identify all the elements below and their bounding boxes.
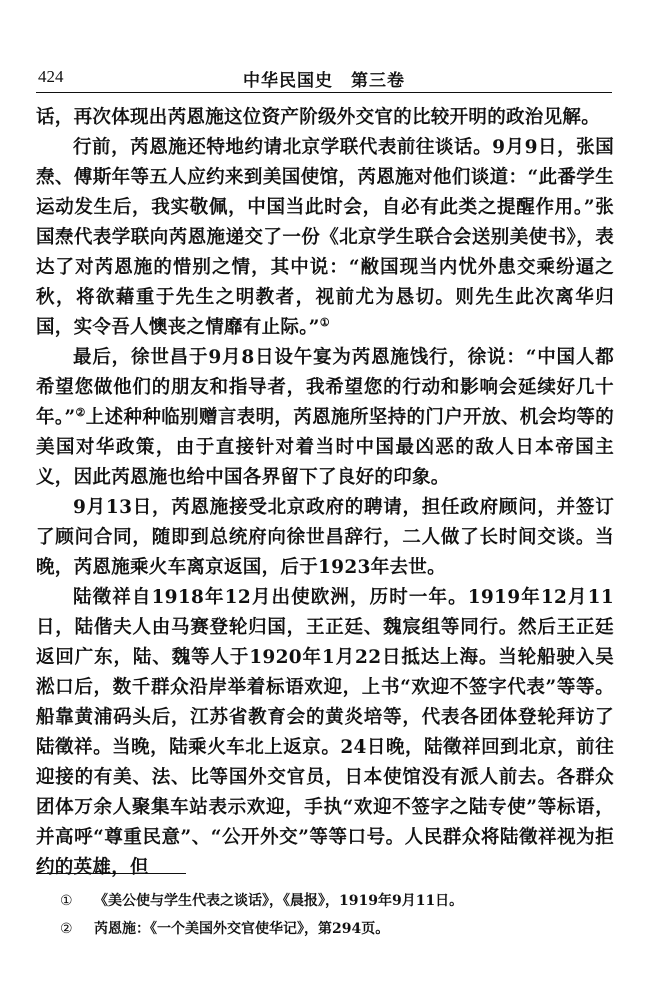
running-title: 中华民国史 第三卷 [243, 71, 405, 91]
paragraph-2 [36, 133, 614, 343]
paragraph-4-text: 9月13日，芮恩施接受北京政府的聘请，担任政府顾问，并签订了顾问合同，随即到总统府向徐世昌辞行，二人做了长时间交谈。当晚，芮恩施乘火车离京返国，后于1923年去世。 [36, 497, 614, 578]
footnote-2-text: 芮恩施：《一个美国外交官使华记》，第294页。 [94, 921, 390, 937]
paragraph-3 [36, 343, 614, 493]
paragraph-3-text: 最后，徐世昌于9月8日设午宴为芮恩施饯行，徐说：“中国人都希望您做他们的朋友和指导者，我希望您的行动和影响会延续好几十年。” [36, 347, 614, 428]
footnote-1-mark: ① [60, 893, 73, 909]
paragraph-1-text: 话，再次体现出芮恩施这位资产阶级外交官的比较开明的政治见解。 [36, 107, 601, 128]
footnote-ref-2: ② [75, 405, 86, 419]
footnote-2-mark: ② [60, 921, 73, 937]
footnote-ref-1: ① [319, 315, 330, 329]
header-rule [36, 92, 612, 93]
paragraph-5-text: 陆徵祥自1918年12月出使欧洲，历时一年。1919年12月11日，陆偕夫人由马赛登轮归国，王正廷、魏宸组等同行。然后王正廷返回广东，陆、魏等人于1920年1月22日抵达上海。当轮船驶入吴淞口后，数千群众沿岸举着标语欢迎，上书“欢迎不签字代表”等等。船靠黄浦码头后，江苏省教育会的黄炎培等，代表各团体登轮拜访了陆徵祥。当晚，陆乘火车北上返京。24日晚，陆徵祥回到北京，前往迎接的有美、法、比等国外交官员，日本使馆没有派人前去。各群众团体万余人聚集车站表示欢迎，手执“欢迎不签字之陆专使”等标语，并高呼“尊重民意”、“公开外交”等等口号。人民群众将陆徵祥视为拒约的英雄，但 [36, 587, 614, 878]
footnote-1-text: 《美公使与学生代表之谈话》，《晨报》，1919年9月11日。 [94, 893, 464, 909]
footnote-2 [60, 915, 620, 943]
paragraph-4 [36, 493, 614, 583]
body-text [36, 103, 614, 883]
paragraph-3-text-after: 上述种种临别赠言表明，芮恩施所坚持的门户开放、机会均等的美国对华政策，由于直接针对着当时中国最凶恶的敌人日本帝国主义，因此芮恩施也给中国各界留下了良好的印象。 [36, 407, 615, 488]
paragraph-1 [36, 103, 614, 133]
footnote-1 [60, 887, 620, 915]
footnotes [60, 887, 620, 943]
paragraph-5 [36, 583, 614, 883]
page-number: 424 [38, 67, 64, 86]
paragraph-2-text: 行前，芮恩施还特地约请北京学联代表前往谈话。9月9日，张国焘、傅斯年等五人应约来到美国使馆，芮恩施对他们谈道：“此番学生运动发生后，我实敬佩，中国当此时会，自必有此类之提醒作用。”张国焘代表学联向芮恩施递交了一份《北京学生联合会送别美使书》，表达了对芮恩施的惜别之情，其中说：“敝国现当内忧外患交乘纷逼之秋，将欲藉重于先生之明教者，视前尤为恳切。则先生此次离华归国，实令吾人懊丧之情靡有止际。” [36, 137, 614, 338]
footnote-rule [36, 873, 186, 874]
page-header [36, 63, 612, 91]
